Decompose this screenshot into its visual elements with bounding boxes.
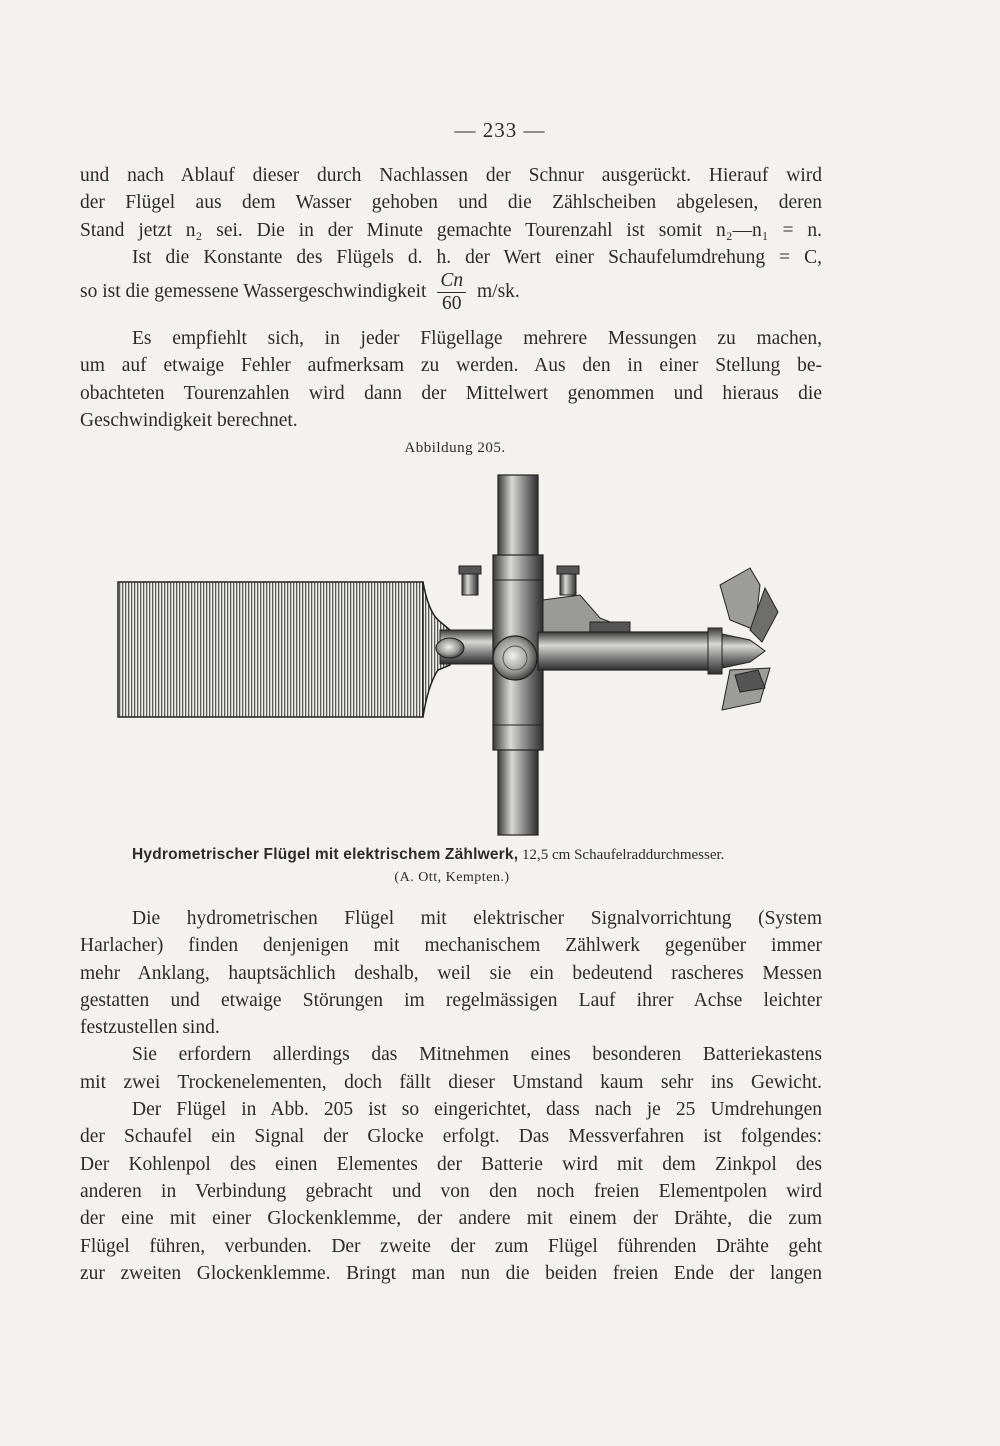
meter-body: [538, 632, 718, 670]
text-line: Die hydrometrischen Flügel mit elektrischer Signalvorrichtung (System: [132, 908, 822, 929]
figure-credit: (A. Ott, Kempten.): [394, 870, 510, 885]
current-meter-figure: [110, 470, 810, 840]
text-line: zur zweiten Glockenklemme. Bringt man nun die beiden freien Ende der langen: [80, 1262, 822, 1284]
tail-vane: [118, 582, 423, 717]
text-line: Der Kohlenpol des einen Elementes der Batterie wird mit dem Zinkpol des: [80, 1153, 822, 1175]
velocity-formula-line: [80, 270, 822, 326]
text-line: Flügel führen, verbunden. Der zweite der zum Flügel führenden Drähte geht: [80, 1235, 822, 1257]
text-line: Harlacher) finden denjenigen mit mechanischem Zählwerk gegenüber immer: [80, 935, 822, 957]
text-line: Es empfiehlt sich, in jeder Flügellage mehrere Messungen zu machen,: [132, 328, 822, 349]
text-line: und nach Ablauf dieser durch Nachlassen der Schnur ausgerückt. Hierauf wird: [80, 165, 822, 186]
text-line: festzustellen sind.: [80, 1017, 220, 1039]
paragraph-3: [80, 325, 822, 434]
caption-bold: Hydrometrischer Flügel mit elektrischem Zählwerk,: [132, 846, 519, 863]
text-line: Ist die Konstante des Flügels d. h. der Wert einer Schaufelumdrehung = C,: [132, 246, 822, 268]
text-line: der eine mit einer Glockenklemme, der andere mit einem der Drähte, die zum: [80, 1208, 822, 1230]
page-number: — 233 —: [454, 118, 546, 142]
text-line: der Schaufel ein Signal der Glocke erfolgt. Das Messverfahren ist folgendes:: [80, 1126, 822, 1148]
figure-label: Abbildung 205.: [404, 440, 506, 456]
formula-numerator: Cn: [437, 270, 466, 293]
text-line: Der Flügel in Abb. 205 ist so eingerichtet, dass nach je 25 Umdrehungen: [132, 1099, 822, 1121]
text-line: gestatten und etwaige Störungen im regelmässigen Lauf ihrer Achse leichter: [80, 989, 822, 1011]
paragraph-1: [80, 162, 822, 271]
text-line: Sie erfordern allerdings das Mitnehmen eines besonderen Batteriekastens: [132, 1044, 822, 1066]
current-meter-illustration: [110, 470, 810, 840]
formula-denominator: 60: [441, 293, 462, 314]
text-line: um auf etwaige Fehler aufmerksam zu werden. Aus den in einer Stellung be-: [80, 355, 822, 377]
text-line: der Flügel aus dem Wasser gehoben und die Zählscheiben abgelesen, deren: [80, 192, 822, 214]
text-line: mit zwei Trockenelementen, doch fällt dieser Umstand kaum sehr ins Gewicht.: [80, 1071, 822, 1093]
text-line: obachteten Tourenzahlen wird dann der Mittelwert genommen und hieraus die: [80, 382, 822, 404]
text-line: anderen in Verbindung gebracht und von den noch freien Elementpolen wird: [80, 1180, 822, 1202]
figure-caption: [132, 846, 812, 864]
text-line: Geschwindigkeit berechnet.: [80, 409, 298, 431]
text-line: Stand jetzt n₂ sei. Die in der Minute gemachte Tourenzahl ist somit n₂—n₁ = n.: [80, 219, 822, 241]
paragraph-4: [80, 905, 822, 1287]
formula-fraction: [437, 270, 466, 315]
formula-unit: m/sk.: [477, 280, 520, 302]
formula-prefix: so ist die gemessene Wassergeschwindigkeit: [80, 280, 427, 302]
caption-rest: 12,5 cm Schaufelraddurchmesser.: [522, 847, 725, 863]
text-line: mehr Anklang, hauptsächlich deshalb, weil sie ein bedeutend rascheres Messen: [80, 962, 822, 984]
